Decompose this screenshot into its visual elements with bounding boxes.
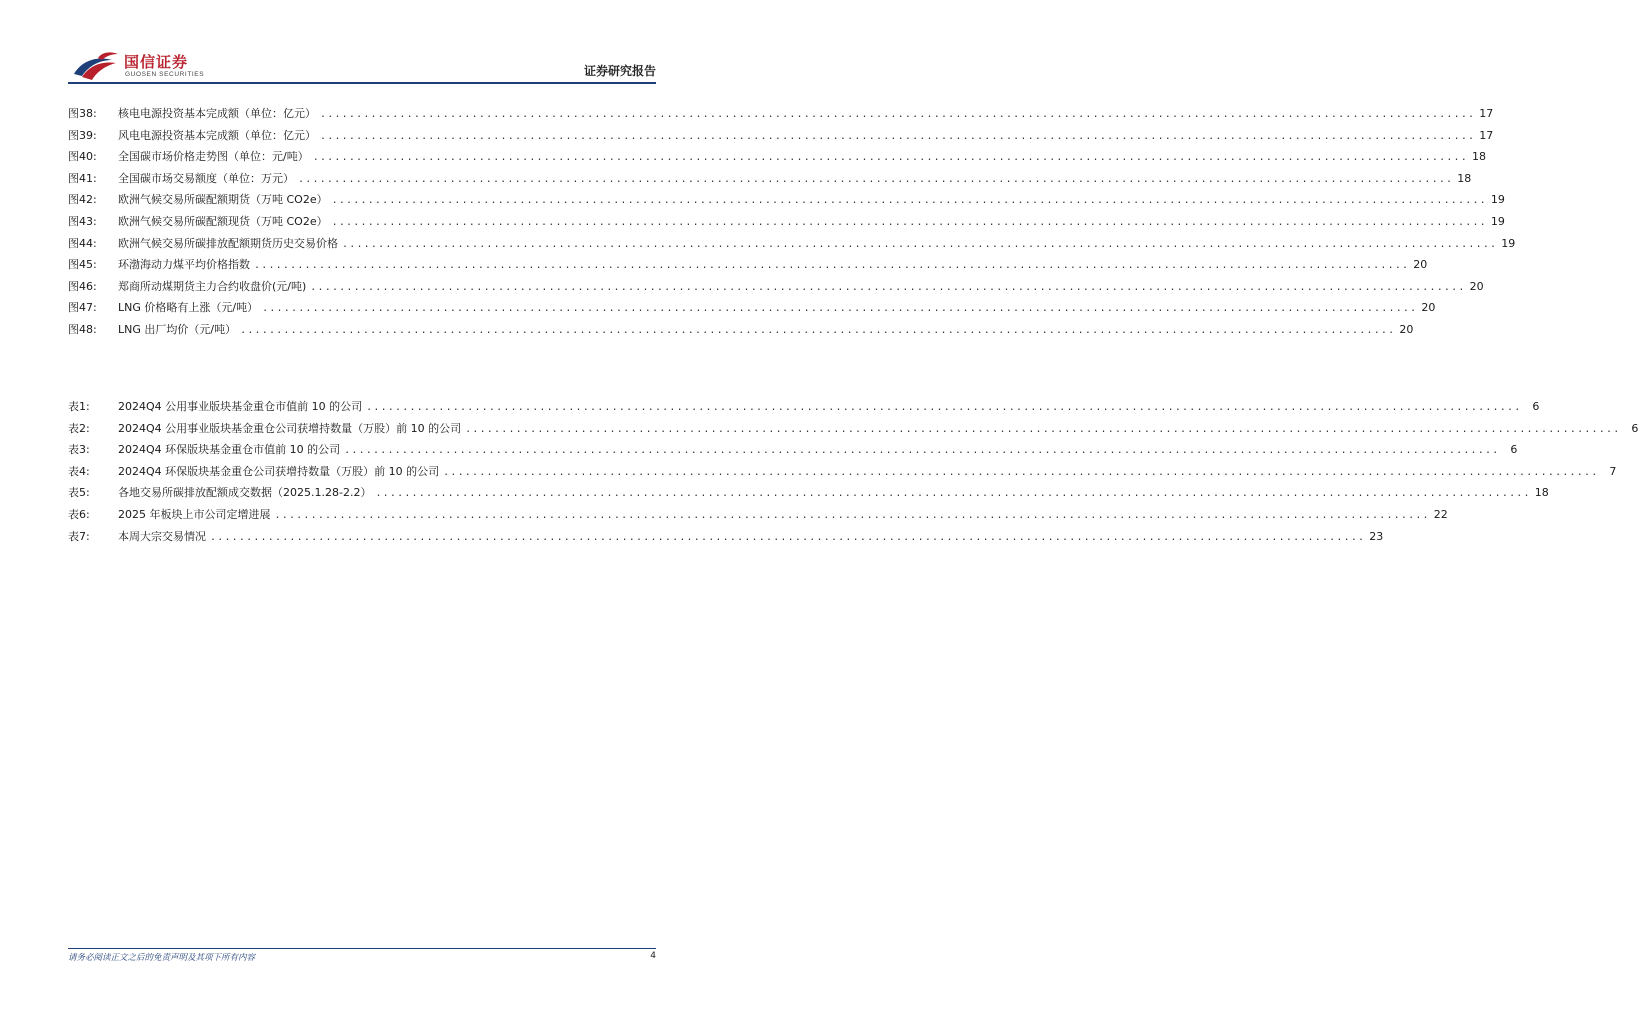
dot-leader: ................................................................................................................................................................ <box>298 173 1454 185</box>
table-list <box>68 396 1638 547</box>
entry-page-number: 19 <box>1501 236 1516 250</box>
entry-label: 图48: <box>68 322 97 336</box>
toc-entry-figure[interactable] <box>68 319 1414 341</box>
entry-label: 图41: <box>68 171 97 185</box>
toc-entry-figure[interactable] <box>68 103 1494 125</box>
entry-title: 核电电源投资基本完成额（单位：亿元） <box>118 107 316 120</box>
entry-page-number: 6 <box>1510 443 1518 457</box>
dot-leader: ................................................................................................................................................................ <box>254 260 1410 272</box>
entry-title: 全国碳市场价格走势图（单位：元/吨） <box>118 150 309 164</box>
entry-page-number: 23 <box>1369 529 1384 543</box>
dot-leader: ................................................................................................................................................................ <box>331 195 1487 207</box>
toc-entry-figure[interactable] <box>68 189 1505 211</box>
entry-label: 图45: <box>68 258 97 272</box>
dot-leader: ................................................................................................................................................................ <box>320 130 1476 142</box>
dot-leader: ................................................................................................................................................................ <box>465 423 1621 435</box>
entry-title: 风电电源投资基本完成额（单位：亿元） <box>118 128 316 142</box>
company-name-en: GUOSEN SECURITIES <box>125 71 205 78</box>
dot-leader: ................................................................................................................................................................ <box>320 109 1476 120</box>
footer-disclaimer: 请务必阅读正文之后的免责声明及其项下所有内容 <box>68 953 256 963</box>
figure-list <box>68 103 1516 341</box>
entry-page-number: 22 <box>1433 507 1448 521</box>
entry-title: 全国碳市场交易额度（单位：万元） <box>118 171 294 185</box>
guosen-logo-icon <box>72 50 122 84</box>
company-logo <box>72 50 232 86</box>
toc-entry-figure[interactable] <box>68 146 1486 168</box>
entry-title: 2024Q4 环保版块基金重仓市值前 10 的公司 <box>118 443 341 457</box>
entry-page-number: 6 <box>1532 400 1540 413</box>
toc-entry-table[interactable] <box>68 418 1638 440</box>
entry-page-number: 20 <box>1399 322 1414 336</box>
toc-entry-table[interactable] <box>68 504 1448 526</box>
entry-title: 2024Q4 公用事业版块基金重仓公司获增持数量（万股）前 10 的公司 <box>118 421 462 435</box>
dot-leader: ................................................................................................................................................................ <box>366 402 1522 413</box>
page-number: 4 <box>650 951 656 961</box>
entry-label: 图47: <box>68 301 97 315</box>
entry-title: 欧洲气候交易所碳配额期货（万吨 CO2e） <box>118 193 328 207</box>
entry-label: 表6: <box>68 507 90 521</box>
entry-title: 2024Q4 环保版块基金重仓公司获增持数量（万股）前 10 的公司 <box>118 464 440 478</box>
dot-leader: ................................................................................................................................................................ <box>443 466 1599 478</box>
dot-leader: ................................................................................................................................................................ <box>375 488 1531 500</box>
entry-page-number: 20 <box>1421 301 1436 315</box>
dot-leader: ................................................................................................................................................................ <box>312 152 1468 164</box>
toc-entry-figure[interactable] <box>68 211 1505 233</box>
page-header <box>0 0 724 90</box>
entry-label: 表1: <box>68 400 90 413</box>
entry-title: LNG 出厂均价（元/吨） <box>118 322 237 336</box>
entry-page-number: 17 <box>1479 107 1494 120</box>
report-type-label: 证券研究报告 <box>583 64 656 78</box>
toc-entry-table[interactable] <box>68 461 1617 483</box>
entry-label: 图40: <box>68 150 97 164</box>
toc-entry-figure[interactable] <box>68 297 1436 319</box>
entry-page-number: 7 <box>1609 464 1617 478</box>
entry-title: 欧洲气候交易所碳排放配额期货历史交易价格 <box>118 236 338 250</box>
entry-label: 表5: <box>68 486 90 500</box>
entry-label: 表3: <box>68 443 90 457</box>
entry-title: 欧洲气候交易所碳配额现货（万吨 CO2e） <box>118 214 328 228</box>
company-name-cn: 国信证券 <box>124 53 189 71</box>
entry-title: 各地交易所碳排放配额成交数据（2025.1.28-2.2） <box>118 486 372 500</box>
toc-entry-table[interactable] <box>68 482 1549 504</box>
entry-page-number: 20 <box>1413 258 1428 272</box>
toc-entry-table[interactable] <box>68 396 1540 418</box>
dot-leader: ................................................................................................................................................................ <box>262 303 1418 315</box>
entry-page-number: 19 <box>1490 193 1505 207</box>
dot-leader: ................................................................................................................................................................ <box>310 281 1466 293</box>
toc-entry-figure[interactable] <box>68 254 1428 276</box>
entry-page-number: 18 <box>1534 486 1549 500</box>
entry-title: 环渤海动力煤平均价格指数 <box>118 258 250 272</box>
entry-page-number: 6 <box>1631 421 1638 435</box>
entry-label: 表2: <box>68 421 90 435</box>
entry-page-number: 18 <box>1472 150 1486 164</box>
toc-entry-figure[interactable] <box>68 233 1516 255</box>
dot-leader: ................................................................................................................................................................ <box>342 238 1498 250</box>
entry-label: 图42: <box>68 193 97 207</box>
dot-leader: ................................................................................................................................................................ <box>210 531 1366 543</box>
toc-entry-table[interactable] <box>68 526 1384 548</box>
entry-label: 图44: <box>68 236 97 250</box>
dot-leader: ................................................................................................................................................................ <box>274 509 1430 521</box>
toc-entry-figure[interactable] <box>68 125 1494 147</box>
dot-leader: ................................................................................................................................................................ <box>344 445 1500 457</box>
entry-label: 图43: <box>68 214 97 228</box>
toc-entry-figure[interactable] <box>68 168 1472 190</box>
entry-label: 图46: <box>68 279 97 293</box>
entry-label: 图38: <box>68 107 97 120</box>
entry-page-number: 18 <box>1457 171 1472 185</box>
entry-title: 2025 年板块上市公司定增进展 <box>118 507 271 521</box>
dot-leader: ................................................................................................................................................................ <box>331 216 1487 228</box>
entry-title: 本周大宗交易情况 <box>118 529 206 543</box>
dot-leader: ................................................................................................................................................................ <box>240 324 1396 336</box>
entry-page-number: 17 <box>1479 128 1494 142</box>
header-divider <box>68 82 656 84</box>
entry-title: LNG 价格略有上涨（元/吨） <box>118 301 259 315</box>
toc-entry-figure[interactable] <box>68 276 1484 298</box>
entry-label: 表4: <box>68 464 90 478</box>
entry-page-number: 19 <box>1490 214 1505 228</box>
entry-label: 图39: <box>68 128 97 142</box>
entry-label: 表7: <box>68 529 90 543</box>
entry-title: 郑商所动煤期货主力合约收盘价(元/吨) <box>118 279 307 293</box>
entry-page-number: 20 <box>1469 279 1484 293</box>
footer-divider <box>68 948 656 949</box>
entry-title: 2024Q4 公用事业版块基金重仓市值前 10 的公司 <box>118 400 363 413</box>
toc-entry-table[interactable] <box>68 439 1518 461</box>
